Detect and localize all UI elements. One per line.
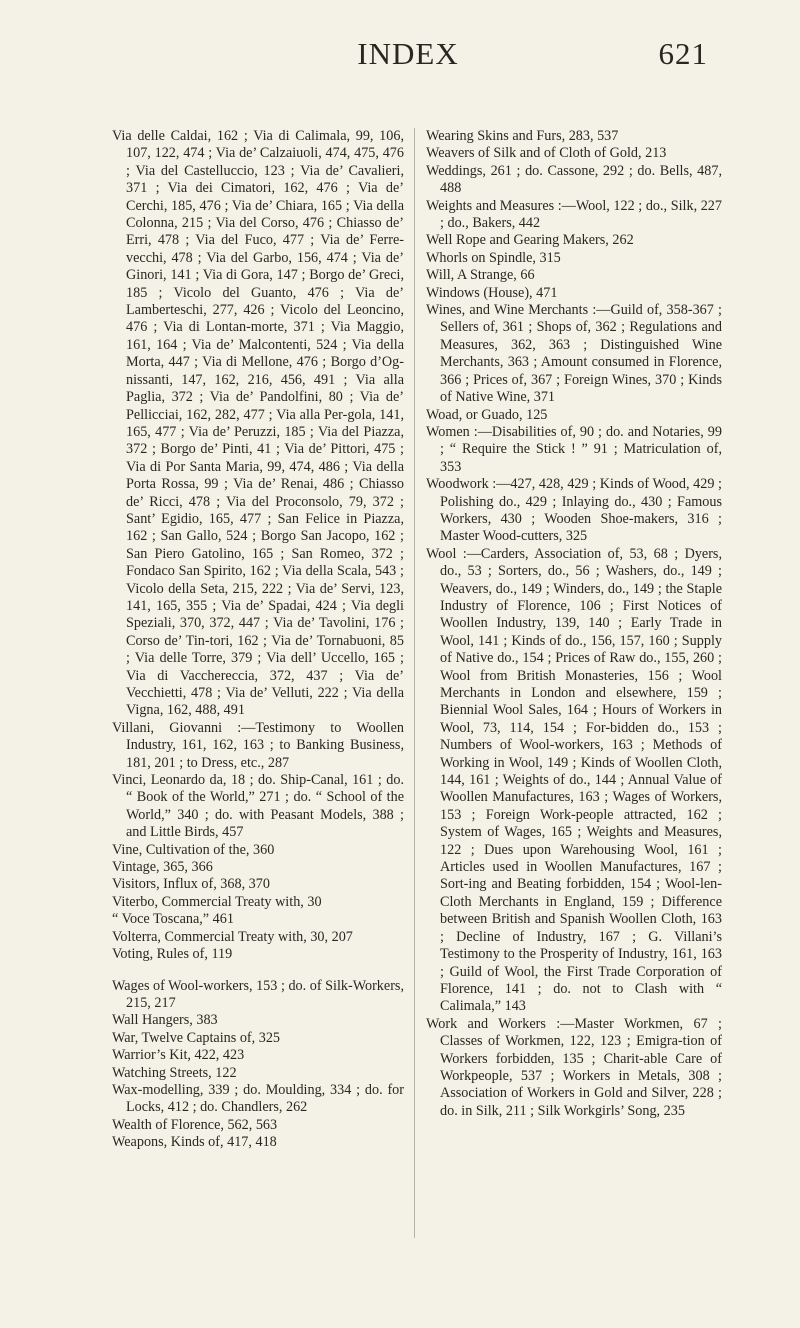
index-entry-viterbo: Viterbo, Commercial Treaty with, 30 [112,893,322,910]
index-entry-woad: Woad, or Guado, 125 [426,406,548,423]
index-entry-visitors: Visitors, Influx of, 368, 370 [112,876,270,893]
index-entry-wines: Wines, and Wine Merchants :—Guild of, 358-367 ; Sellers of, 361 ; Shops of, 362 ; Regulations and Measures, 362, 363 ; Distinguished Wine Merchants, 363 ; Amount consumed in Florence, 366 ; Prices of, 367 ; Foreign Wines, 370 ; Kinds of Native Wine, 371 [426,302,722,406]
index-entry-weavers: Weavers of Silk and of Cloth of Gold, 213 [426,145,667,162]
index-entry-work-and-workers: Work and Workers :—Master Workmen, 67 ; Classes of Workmen, 122, 123 ; Emigra-tion of Workers forbidden, 135 ; Charit-able Care of Workpeople, 537 ; Workers in Metals, 308 ; Association of Workers in Gold and Silver, 228 ; do. in Silk, 211 ; Silk Workgirls’ Song, 235 [426,1015,722,1119]
index-entry-voce-toscana: “ Voce Toscana,” 461 [112,911,234,928]
index-entry-wages: Wages of Wool-workers, 153 ; do. of Silk-Workers, 215, 217 [112,977,404,1011]
index-entry-wax-modelling: Wax-modelling, 339 ; do. Moulding, 334 ; do. for Locks, 412 ; do. Chandlers, 262 [112,1081,404,1116]
index-entry-vine: Vine, Cultivation of the, 360 [112,841,275,858]
index-entry-woodwork: Woodwork :—427, 428, 429 ; Kinds of Wood, 429 ; Polishing do., 429 ; Inlaying do., 430 ; Famous Workers, 430 ; Wooden Shoe-makers, 316 ; Master Wood-cutters, 325 [426,476,722,545]
index-entry-via-streets: Via delle Caldai, 162 ; Via di Calimala, 99, 106, 107, 122, 474 ; Via de’ Calzaiuoli, 474, 475, 476 ; Via del Castelluccio, 123 ; Via de’ Cavalieri, 371 ; Via dei Cimatori, 162, 476 ; Via de’ Cerchi, 185, 476 ; Via de’ Chiara, 165 ; Via della Colonna, 215 ; Via del Corso, 476 ; Chiasso de’ Erri, 478 ; Via del Fuco, 477 ; Via de’ Ferre-vecchi, 478 ; Via del Garbo, 156, 474 ; Via de’ Ginori, 141 ; Via di Gora, 147 ; Borgo de’ Greci, 185 ; Vicolo del Guanto, 476 ; Via de’ Lamberteschi, 277, 426 ; Vicolo del Leoncino, 476 ; Via di Lontan-morte, 371 ; Via Maggio, 161, 164 ; Via de’ Malcontenti, 524 ; Via della Morta, 447 ; Via di Mellone, 476 ; Borgo d’Og-nissanti, 147, 162, 216, 456, 491 ; Via alla Paglia, 372 ; Via de’ Pandolfini, 80 ; Via de’ Pellicciai, 162, 282, 477 ; Via alla Per-gola, 141, 165, 477 ; Via de’ Peruzzi, 185 ; Via del Piazza, 372 ; Borgo de’ Pinti, 41 ; Via de’ Pittori, 475 ; Via di Por Santa Maria, 99, 474, 486 ; Via della Porta Rossa, 99 ; Via de’ Renai, 486 ; Chiasso de’ Ricci, 478 ; Via del Proconsolo, 79, 372 ; Sant’ Egidio, 165, 477 ; San Felice in Piazza, 162 ; San Gallo, 524 ; Borgo San Jacopo, 162 ; San Piero Gatolino, 165 ; San Romeo, 372 ; Fondaco San Spirito, 162 ; Via della Scala, 543 ; Vicolo della Seta, 215, 222 ; Via de’ Servi, 123, 141, 165, 355 ; Via de’ Spadai, 424 ; Via degli Speziali, 370, 372, 447 ; Via de’ Tavolini, 176 ; Corso de’ Tin-tori, 162 ; Via de’ Tornabuoni, 85 ; Via delle Torre, 379 ; Via dell’ Uccello, 165 ; Via di Vacchereccia, 372, 437 ; Via de’ Vecchietti, 478 ; Via de’ Velluti, 222 ; Via della Vigna, 162, 488, 491 [112,128,404,719]
page-header [108,36,708,76]
index-entry-vinci: Vinci, Leonardo da, 18 ; do. Ship-Canal, 161 ; do. “ Book of the World,” 271 ; do. “ School of the World,” 340 ; do. with Peasant Models, 388 ; and Little Birds, 457 [112,772,404,841]
index-entry-wearing-skins: Wearing Skins and Furs, 283, 537 [426,128,619,144]
index-entry-wool: Wool :—Carders, Association of, 53, 68 ; Dyers, do., 53 ; Sorters, do., 56 ; Washers, do., 149 ; Weavers, do., 149 ; Winders, do., 149 ; the Staple Industry of Florence, 106 ; First Notices of Woollen Industry, 139, 140 ; Early Trade in Wool, 141 ; Kinds of do., 156, 157, 160 ; Supply of Native do., 154 ; Prices of Raw do., 155, 260 ; Wool from British Monasteries, 156 ; Wool Merchants in London and elsewhere, 159 ; Biennial Wool Sales, 164 ; Hours of Workers in Wool, 73, 114, 154 ; For-bidden do., 153 ; Numbers of Wool-workers, 163 ; Methods of Working in Wool, 149 ; Kinds of Woollen Cloth, 144, 161 ; Weights of do., 144 ; Annual Value of Woollen Manufactures, 163 ; Wages of Workers, 153 ; Foreign Work-people attracted, 162 ; System of Wages, 165 ; Weights and Measures, 122 ; Dues upon Warehousing Wool, 161 ; Articles used in Woollen Manufactures, 167 ; Sort-ing and Beating forbidden, 154 ; Wool-len-Cloth Merchants in England, 159 ; Difference between British and Spanish Woollen Cloth, 163 ; Decline of Industry, 167 ; G. Villani’s Testimony to the Prosperity of Industry, 161, 163 ; Guild of Wool, the First Trade Corporation of Florence, 141 ; do. not to Clash with “ Calimala,” 143 [426,545,722,1015]
running-title: INDEX [357,36,459,71]
index-entry-well-rope: Well Rope and Gearing Makers, 262 [426,232,634,249]
index-column-left [112,128,404,1152]
index-entry-windows: Windows (House), 471 [426,284,558,301]
index-entry-women: Women :—Disabilities of, 90 ; do. and Notaries, 99 ; “ Require the Stick ! ” 91 ; Matriculation of, 353 [426,423,722,475]
index-entry-war: War, Twelve Captains of, 325 [112,1029,281,1046]
index-entry-wealth: Wealth of Florence, 562, 563 [112,1116,278,1133]
column-divider [414,128,415,1238]
index-entry-voting: Voting, Rules of, 119 [112,946,233,963]
index-entry-weapons: Weapons, Kinds of, 417, 418 [112,1134,277,1151]
index-entry-will: Will, A Strange, 66 [426,267,535,284]
page-number: 621 [658,36,708,71]
index-entry-vintage: Vintage, 365, 366 [112,859,213,876]
index-entry-watching-streets: Watching Streets, 122 [112,1064,237,1081]
index-column-right [426,128,722,1120]
index-entry-weights-measures: Weights and Measures :—Wool, 122 ; do., Silk, 227 ; do., Bakers, 442 [426,197,722,232]
index-entry-wall-hangers: Wall Hangers, 383 [112,1012,218,1029]
index-entry-volterra: Volterra, Commercial Treaty with, 30, 207 [112,928,353,945]
index-entry-villani: Villani, Giovanni :—Testimony to Woollen Industry, 161, 162, 163 ; to Banking Business, 181, 201 ; to Dress, etc., 287 [112,719,404,771]
index-entry-whorls: Whorls on Spindle, 315 [426,249,561,266]
index-entry-weddings: Weddings, 261 ; do. Cassone, 292 ; do. Bells, 487, 488 [426,162,722,197]
index-entry-warriors-kit: Warrior’s Kit, 422, 423 [112,1047,245,1064]
